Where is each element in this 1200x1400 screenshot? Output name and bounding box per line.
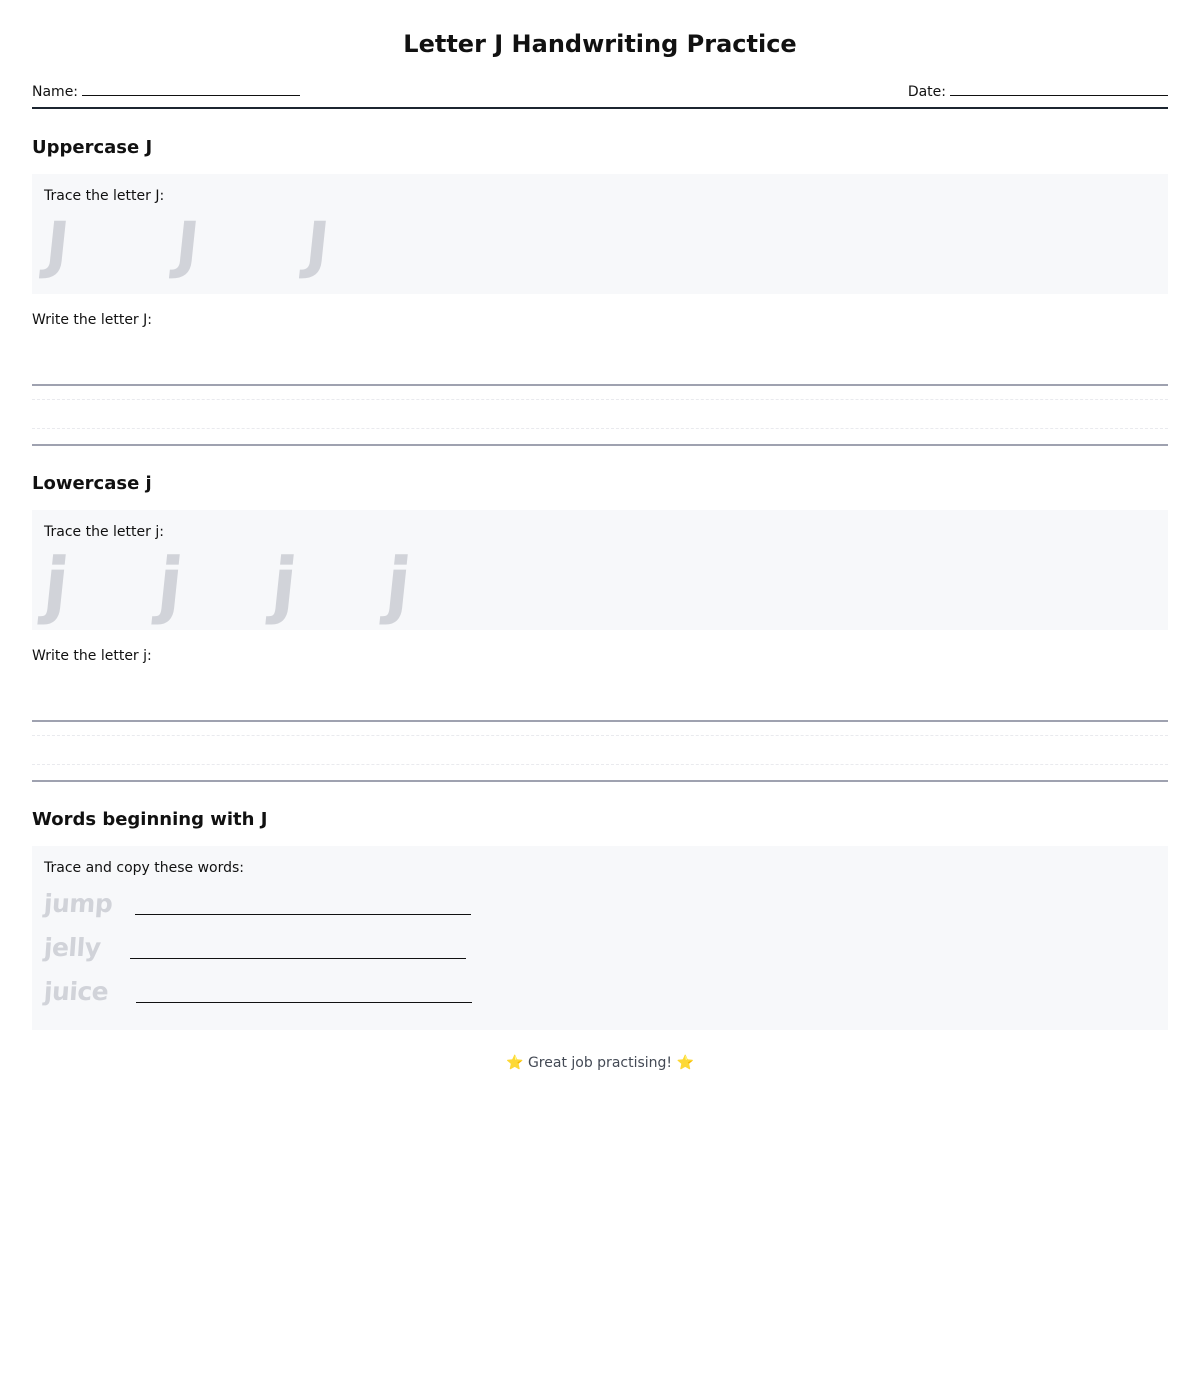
lowercase-trace-box — [32, 510, 1168, 630]
name-field — [32, 81, 300, 100]
lowercase-trace-letter[interactable]: j — [153, 542, 188, 626]
lowercase-trace-letter[interactable]: j — [267, 542, 302, 626]
lowercase-top-guideline[interactable] — [32, 720, 1168, 722]
words-trace-box — [32, 846, 1168, 1030]
uppercase-write-label: Write the letter J: — [32, 312, 152, 328]
uppercase-top-guideline[interactable] — [32, 384, 1168, 386]
word-trace[interactable]: juice — [42, 977, 110, 1006]
page-title: Letter J Handwriting Practice — [403, 30, 797, 58]
uppercase-heading: Uppercase J — [32, 137, 153, 158]
star-icon: ⭐ — [506, 1055, 524, 1071]
date-field — [908, 81, 1168, 100]
star-icon: ⭐ — [676, 1055, 694, 1071]
word-trace[interactable]: jump — [42, 889, 114, 918]
word-copy-line[interactable] — [135, 914, 471, 915]
name-write-line[interactable] — [82, 81, 300, 96]
header-divider — [32, 107, 1168, 109]
words-heading: Words beginning with J — [32, 809, 268, 830]
uppercase-base-guideline[interactable] — [32, 444, 1168, 446]
date-write-line[interactable] — [950, 81, 1168, 96]
uppercase-trace-label: Trace the letter J: — [44, 188, 165, 204]
uppercase-trace-letter[interactable]: J — [302, 208, 333, 281]
uppercase-trace-letter[interactable]: J — [172, 208, 203, 281]
lowercase-base-guideline[interactable] — [32, 780, 1168, 782]
lowercase-trace-letter[interactable]: j — [381, 542, 416, 626]
words-trace-label: Trace and copy these words: — [44, 860, 245, 876]
lowercase-mid-guideline — [32, 764, 1168, 765]
word-trace[interactable]: jelly — [42, 933, 102, 962]
date-label: Date: — [907, 84, 946, 100]
lowercase-trace-letter[interactable]: j — [39, 542, 74, 626]
lowercase-write-label: Write the letter j: — [32, 648, 152, 664]
uppercase-trace-box — [32, 174, 1168, 294]
uppercase-mid-guideline — [32, 399, 1168, 400]
uppercase-mid-guideline — [32, 428, 1168, 429]
uppercase-trace-letter[interactable]: J — [42, 208, 73, 281]
lowercase-trace-label: Trace the letter j: — [44, 524, 164, 540]
footer-message — [32, 1055, 1168, 1071]
footer-text: Great job practising! — [527, 1055, 673, 1071]
lowercase-mid-guideline — [32, 735, 1168, 736]
word-copy-line[interactable] — [136, 1002, 472, 1003]
lowercase-heading: Lowercase j — [32, 473, 152, 494]
word-copy-line[interactable] — [130, 958, 466, 959]
name-label: Name: — [32, 84, 79, 100]
